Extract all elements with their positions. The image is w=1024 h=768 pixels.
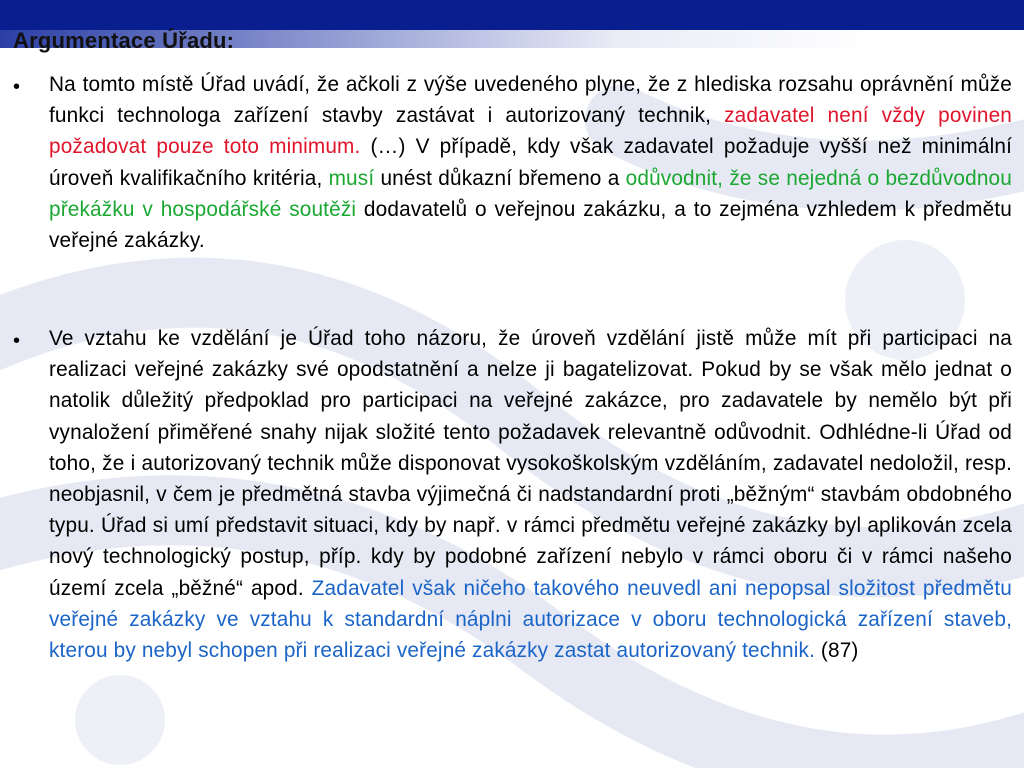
bullet-1-text [49, 69, 1012, 256]
bullet-2-text [49, 323, 1012, 666]
bullet-1-marker: • [13, 76, 21, 98]
bullet-1-part-2: (…) V případě, kdy však zadavatel požaduje vyšší než minimální úroveň kvalifikačního kritéria, [49, 135, 1012, 190]
bullet-2-citation: (87) [815, 639, 859, 663]
bullet-2-blue-highlight: Zadavatel však ničeho takového neuvedl ani nepopsal složitost předmětu veřejné zakázky ve vztahu k standardní náplni autorizace v oboru technologická zařízení staveb, kterou by nebyl schopen při realizaci veřejné zakázky zastat autorizovaný technik. [49, 576, 1012, 663]
bullet-1-red-highlight: zadavatel není vždy povinen požadovat pouze toto minimum. [49, 104, 1013, 159]
header-bar [0, 0, 1024, 30]
bullet-1-part-4: dodavatelů o veřejnou zakázku, a to zejména vzhledem k předmětu veřejné zakázky. [49, 197, 1012, 253]
slide-title: Argumentace Úřadu: [13, 28, 235, 53]
bullet-1-part-3: unést důkazní břemeno a [374, 166, 626, 190]
bullet-2-part-1: Ve vztahu ke vzdělání je Úřad toho názoru, že úroveň vzdělání jistě může mít při participaci na realizaci veřejné zakázky své opodstatnění a nelze ji bagatelizovat. Pokud by se však mělo jednat o natolik důležitý předpoklad pro participaci na veřejné zakázce, pro zadavatele by nemělo být při vynaložení přiměřené snahy nijak složité tento požadavek relevantně odůvodnit. Odhlédne-li Úřad od toho, že i autorizovaný technik může disponovat vysokoškolským vzděláním, zadavatel nedoložil, resp. neobjasnil, v čem je předmětná stavba výjimečná či nadstandardní proti „běžným“ stavbám obdobného typu. Úřad si umí představit situaci, kdy by např. v rámci předmětu veřejné zakázky byl aplikován zcela nový technologický postup, příp. kdy by podobné zařízení nebylo v rámci oboru či v rámci našeho území zcela „běžné“ apod. [49, 327, 1012, 600]
bullet-2-marker: • [13, 330, 21, 352]
bullet-1-green-highlight-2: odůvodnit, že se nejedná o bezdůvodnou překážku v hospodářské soutěži [49, 166, 1012, 221]
bullet-1-part-1: Na tomto místě Úřad uvádí, že ačkoli z výše uvedeného plyne, že z hlediska rozsahu oprávnění může funkci technologa zařízení stavby zastávat i autorizovaný technik, [49, 73, 1012, 128]
bullet-1-green-highlight-1: musí [328, 166, 375, 190]
